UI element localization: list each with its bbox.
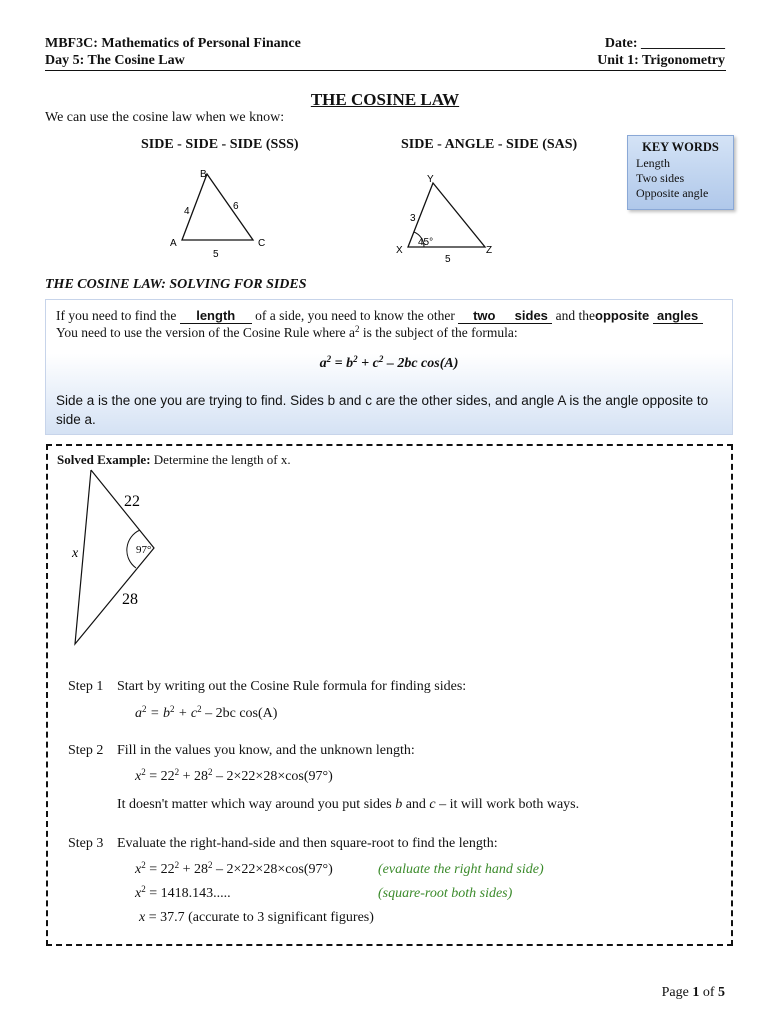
formula-part: x	[135, 862, 142, 877]
formula-part: – 2bc cos(A)	[386, 356, 459, 371]
key-word-item: Two sides	[636, 171, 685, 185]
formula-part: x	[139, 910, 146, 925]
step-3-note-1: (evaluate the right hand side)	[378, 862, 544, 877]
fill-blank-two: two	[458, 308, 510, 324]
step-2-text: Fill in the values you know, and the unknown length:	[117, 743, 415, 758]
section-heading: THE COSINE LAW: SOLVING FOR SIDES	[45, 277, 307, 292]
formula-part: – 2×22×28×cos(97°)	[216, 862, 333, 877]
intro-text: We can use the cosine law when we know:	[45, 110, 285, 125]
formula-part: = 1418.143.....	[149, 886, 231, 901]
superscript: 2	[142, 704, 147, 714]
formula-part: + 28	[182, 862, 209, 877]
course-title: MBF3C: Mathematics of Personal Finance	[45, 36, 301, 51]
superscript: 2	[141, 884, 146, 894]
sas-side-xz: 5	[445, 254, 451, 265]
example-side-bottom: 28	[122, 591, 138, 608]
info-text: is the subject of the formula:	[362, 325, 518, 340]
step-1-formula	[135, 706, 277, 722]
superscript: 2	[141, 767, 146, 777]
formula-part: x	[135, 886, 142, 901]
step-3-line-2	[135, 886, 231, 902]
sss-side-bc: 6	[233, 201, 239, 212]
info-text: If you need to find the	[56, 308, 177, 323]
step-1-label: Step 1	[68, 679, 104, 694]
unit-title: Unit 1: Trigonometry	[597, 53, 725, 68]
formula-part: = 22	[149, 769, 175, 784]
formula-part: – 2×22×28×cos(97°)	[216, 769, 333, 784]
formula-part: = 22	[149, 862, 175, 877]
example-angle-label: 97°	[136, 544, 152, 556]
step-3-label: Step 3	[68, 836, 104, 851]
key-word-item: Opposite angle	[636, 186, 709, 200]
step-3-line-3	[139, 910, 374, 926]
step-3-note-2: (square-root both sides)	[378, 886, 513, 901]
page-of: of	[702, 985, 715, 1000]
example-label: Solved Example:	[57, 452, 151, 467]
formula-part: = 37.7 (accurate to 3 significant figures)	[148, 910, 374, 925]
sss-vertex-a: A	[170, 238, 177, 249]
example-side-top: 22	[124, 493, 140, 510]
formula-part: = b	[334, 356, 354, 371]
step-2-note	[117, 797, 579, 813]
note-text: – it will work both ways.	[439, 797, 580, 812]
example-side-x: x	[72, 546, 79, 561]
formula-part: + c	[177, 706, 198, 721]
sas-vertex-x: X	[396, 245, 403, 256]
day-title: Day 5: The Cosine Law	[45, 53, 185, 68]
sas-angle-label: 45°	[418, 237, 434, 248]
formula-part: + c	[361, 356, 379, 371]
note-text: b	[395, 797, 403, 812]
sas-heading: SIDE - ANGLE - SIDE (SAS)	[401, 137, 578, 152]
sas-side-xy: 3	[410, 213, 416, 224]
fill-blank-length: length	[180, 308, 252, 324]
formula-part: = b	[150, 706, 170, 721]
example-triangle-diagram	[60, 462, 180, 652]
key-words-box	[627, 135, 734, 210]
fill-blank-opposite: opposite	[595, 308, 650, 323]
page-total: 5	[718, 985, 725, 1000]
step-2-label: Step 2	[68, 743, 104, 758]
superscript: 2	[378, 354, 384, 364]
step-3-line-1	[135, 862, 333, 878]
info-line-2	[56, 325, 518, 341]
key-words-title: KEY WORDS	[642, 140, 719, 154]
info-formula	[46, 356, 732, 372]
example-triangle	[75, 470, 154, 644]
step-3-text: Evaluate the right-hand-side and then square-root to find the length:	[117, 836, 498, 851]
note-text: and	[405, 797, 426, 812]
note-text: c	[429, 797, 436, 812]
sss-vertex-b: B	[200, 169, 207, 180]
sss-triangle	[182, 174, 253, 240]
key-word-item: Length	[636, 156, 670, 170]
formula-part: x	[135, 769, 142, 784]
formula-part: + 28	[182, 769, 209, 784]
superscript: 2	[197, 704, 202, 714]
page-current: 1	[692, 985, 700, 1000]
superscript: 2	[354, 324, 360, 334]
info-text: of a side, you need to know the other	[255, 308, 455, 323]
info-line-1	[56, 308, 703, 324]
info-text: You need to use the version of the Cosine Rule where a	[56, 325, 355, 340]
fill-blank-sides: sides	[510, 308, 552, 324]
formula-part: a	[319, 356, 327, 371]
sas-vertex-z: Z	[486, 245, 493, 256]
step-2-formula	[135, 769, 333, 785]
sss-vertex-c: C	[258, 238, 266, 249]
sss-side-ac: 5	[213, 249, 219, 260]
header-rule	[45, 70, 726, 71]
page-title: THE COSINE LAW	[310, 90, 460, 109]
superscript: 2	[174, 860, 180, 870]
page-label: Page	[661, 985, 689, 1000]
fill-blank-angles: angles	[653, 308, 703, 324]
superscript: 2	[326, 354, 332, 364]
sss-heading: SIDE - SIDE - SIDE (SSS)	[141, 137, 299, 152]
superscript: 2	[169, 704, 175, 714]
info-text: and the	[555, 308, 596, 323]
page-number	[662, 985, 725, 1001]
formula-part: a	[135, 706, 142, 721]
superscript: 2	[208, 767, 213, 777]
superscript: 2	[141, 860, 146, 870]
sas-triangle-diagram	[390, 165, 510, 270]
sss-triangle-diagram	[160, 160, 290, 265]
note-text: It doesn't matter which way around you put sides	[117, 797, 392, 812]
example-question: Determine the length of x.	[153, 452, 291, 467]
cosine-law-info-box	[45, 299, 733, 435]
step-1-text: Start by writing out the Cosine Rule formula for finding sides:	[117, 679, 467, 694]
superscript: 2	[353, 354, 358, 364]
sas-vertex-y: Y	[427, 174, 434, 185]
formula-part: – 2bc cos(A)	[205, 706, 278, 721]
sss-side-ab: 4	[184, 206, 190, 217]
date-field: Date: ____________	[604, 36, 725, 51]
superscript: 2	[174, 767, 180, 777]
superscript: 2	[208, 860, 213, 870]
info-explanation: Side a is the one you are trying to find. Sides b and c are the other sides, and angle A is the angle opposite to side a.	[56, 393, 709, 427]
